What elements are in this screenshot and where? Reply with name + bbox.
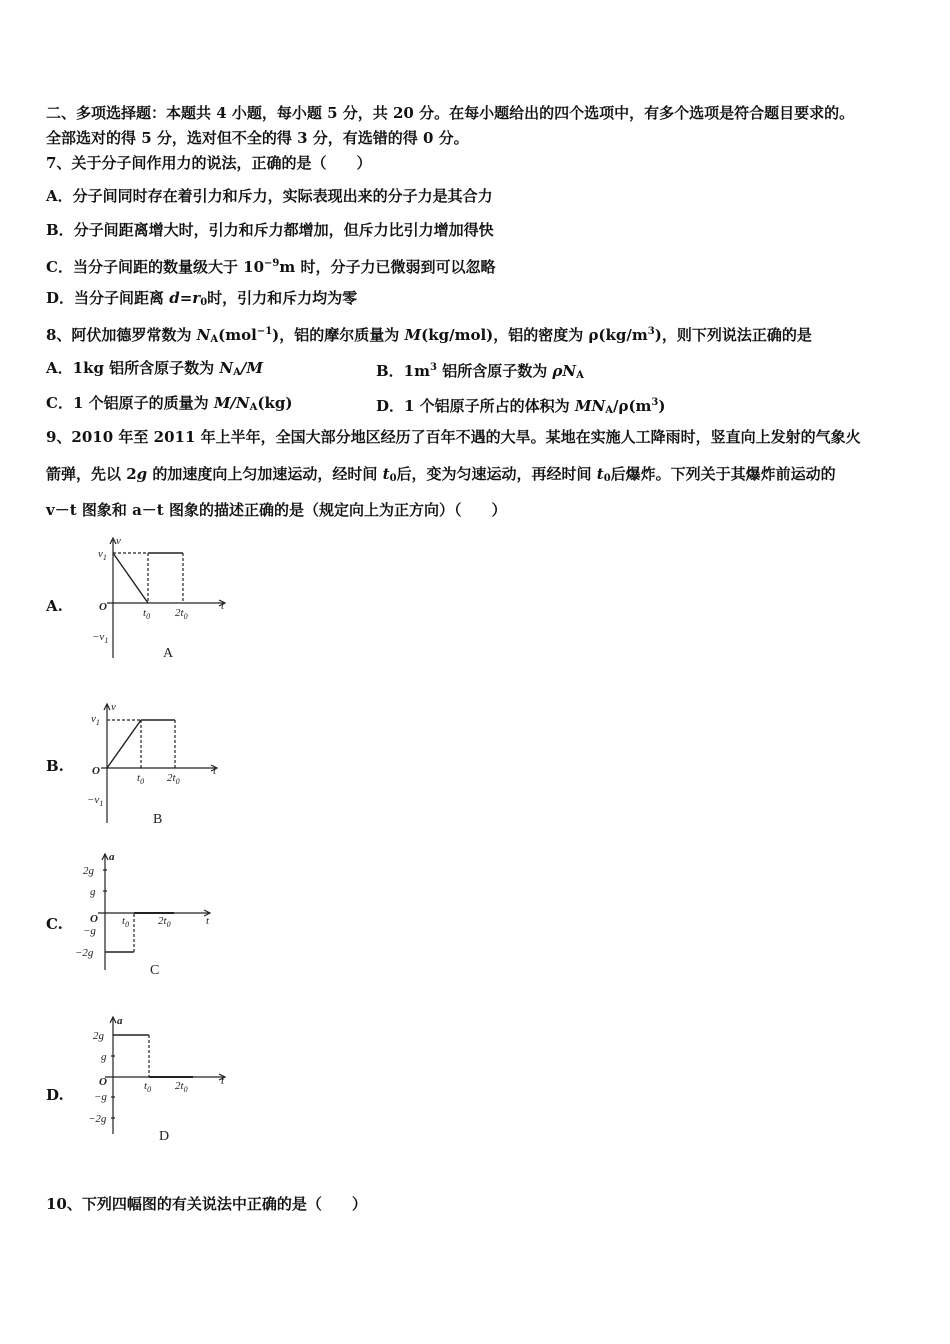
graph-a-tick-v1: $v_1$ xyxy=(98,548,107,562)
graph-b-x-label: t xyxy=(213,765,217,777)
q9-stem-line2: 箭弹，先以 2g 的加速度向上匀加速运动，经时间 $t_0$后，变为匀速运动，再经时间 $t_0$后爆炸。下列关于其爆炸前运动的 xyxy=(46,465,836,484)
q7-option-c: C．当分子间距的数量级大于 $10^{-9}m$ 时，分子力已微弱到可以忽略 xyxy=(46,258,496,276)
graph-d-tick-neg-g: −g xyxy=(94,1091,107,1103)
graph-d-tick-g: g xyxy=(101,1051,107,1063)
graph-c-tick-neg-2g: −2g xyxy=(75,947,94,959)
graph-b-tick-v1: $v_1$ xyxy=(91,713,100,727)
graph-b xyxy=(85,698,235,828)
graph-c-caption: C xyxy=(150,963,160,978)
graph-a-x-label: t xyxy=(221,600,225,612)
graph-d-tick-t0: $t_0$ xyxy=(144,1080,152,1094)
graph-d-option-label: D. xyxy=(46,1086,64,1104)
graph-b-y-label: v xyxy=(111,701,116,713)
q10-stem: 10、下列四幅图的有关说法中正确的是（ ） xyxy=(46,1195,367,1213)
graph-a-tick-2t0: $2t_0$ xyxy=(175,607,188,621)
graph-d-origin: O xyxy=(99,1076,107,1088)
graph-c-y-label: a xyxy=(109,851,115,863)
q7-option-b: B．分子间距离增大时，引力和斥力都增加，但斥力比引力增加得快 xyxy=(46,221,494,239)
graph-a-tick-t0: $t_0$ xyxy=(143,607,151,621)
q7-option-a: A．分子间同时存在着引力和斥力，实际表现出来的分子力是其合力 xyxy=(46,187,493,205)
graph-d-tick-neg-2g: −2g xyxy=(88,1113,107,1125)
q9-stem-line3: v－t 图象和 a－t 图象的描述正确的是（规定向上为正方向）（ ） xyxy=(46,501,507,519)
q8-option-d: D．1 个铝原子所占的体积为 $MN_A/\rho(m^3)$ xyxy=(376,397,666,416)
graph-c-tick-2g: 2g xyxy=(83,865,94,877)
graph-a-tick-neg-v1: $-v_1$ xyxy=(92,631,109,645)
q8-option-c: C．1 个铝原子的质量为 $M/N_A(kg)$ xyxy=(46,394,293,413)
graph-a-origin: O xyxy=(99,601,107,613)
graph-c-tick-t0: $t_0$ xyxy=(122,915,130,929)
graph-d xyxy=(85,1012,235,1147)
q7-stem: 7、关于分子间作用力的说法，正确的是（ ） xyxy=(46,154,372,172)
graph-c xyxy=(72,850,222,980)
graph-d-tick-2g: 2g xyxy=(93,1030,104,1042)
graph-c-origin: O xyxy=(90,913,98,925)
q8-option-b: B．$1m^3$ 铝所含原子数为 $\rho N_A$ xyxy=(376,362,584,381)
section-header-line2: 全部选对的得 5 分，选对但不全的得 3 分，有选错的得 0 分。 xyxy=(46,129,469,147)
graph-c-tick-2t0: $2t_0$ xyxy=(158,915,171,929)
graph-a-curve-decline xyxy=(113,553,148,603)
graph-c-tick-neg-g: −g xyxy=(83,925,96,937)
q9-stem-line1: 9、2010 年至 2011 年上半年，全国大部分地区经历了百年不遇的大旱。某地在实施人工降雨时，竖直向上发射的气象火 xyxy=(46,428,861,446)
graph-b-origin: O xyxy=(92,765,100,777)
graph-c-x-label: t xyxy=(206,915,210,927)
graph-a xyxy=(85,530,235,665)
graph-c-tick-g: g xyxy=(90,886,96,898)
q8-option-a: A．1kg 铝所含原子数为 $N_A/M$ xyxy=(46,359,263,378)
graph-d-caption: D xyxy=(159,1129,170,1144)
section-header-line1: 二、多项选择题：本题共 4 小题，每小题 5 分，共 20 分。在每小题给出的四个选项中，有多个选项是符合题目要求的。 xyxy=(46,104,855,122)
graph-a-y-label: v xyxy=(116,535,121,547)
graph-b-tick-t0: $t_0$ xyxy=(137,772,145,786)
graph-b-caption: B xyxy=(153,812,163,827)
graph-b-curve-rise xyxy=(107,720,141,768)
graph-a-caption: A xyxy=(163,646,174,661)
graph-d-tick-2t0: $2t_0$ xyxy=(175,1080,188,1094)
graph-d-y-label: a xyxy=(117,1015,123,1027)
q7-option-d: D．当分子间距离 $d=r_0$时，引力和斥力均为零 xyxy=(46,289,358,308)
graph-b-option-label: B. xyxy=(46,757,64,775)
graph-c-option-label: C. xyxy=(46,915,63,933)
graph-b-tick-neg-v1: $-v_1$ xyxy=(87,794,104,808)
graph-b-tick-2t0: $2t_0$ xyxy=(167,772,180,786)
q8-stem: 8、阿伏加德罗常数为 $N_A(mol^{-1})$，铝的摩尔质量为 M(kg/mol)，铝的密度为 $\rho(kg/m^3)$，则下列说法正确的是 xyxy=(46,326,812,345)
graph-d-x-label: t xyxy=(221,1075,225,1087)
graph-a-option-label: A. xyxy=(46,597,63,615)
